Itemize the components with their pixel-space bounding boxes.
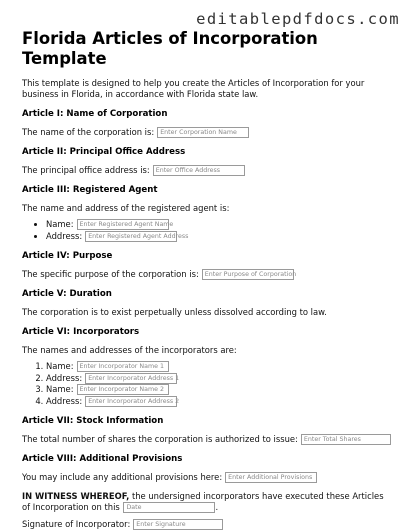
- list-item: [46, 384, 392, 396]
- article-8-line: [22, 472, 392, 483]
- incorporator-1-address-label: Address:: [46, 372, 83, 383]
- incorporator-2-address-label: Address:: [46, 395, 83, 406]
- list-item: [46, 373, 392, 385]
- office-address-field[interactable]: Enter Office Address: [153, 165, 245, 176]
- article-4-heading: Article IV: Purpose: [22, 251, 113, 261]
- agent-address-label: Address:: [46, 230, 83, 241]
- intro-paragraph: This template is designed to help you create the Articles of Incorporation for your business in Florida, in accordance with Florida state law.: [22, 78, 365, 99]
- article-1-heading: Article I: Name of Corporation: [22, 109, 168, 119]
- corporation-name-field[interactable]: Enter Corporation Name: [157, 127, 249, 138]
- article-8-section: [22, 454, 392, 483]
- list-item: [46, 396, 392, 408]
- article-2-line: [22, 165, 392, 176]
- incorporator-2-name-label: Name:: [46, 384, 74, 394]
- incorporators-list: [22, 361, 392, 407]
- date-field[interactable]: Date: [123, 502, 215, 513]
- agent-name-label: Name:: [46, 219, 74, 229]
- witness-text: the undersigned incorporators have executed these Articles of Incorporation on this: [22, 491, 384, 512]
- list-item: [46, 361, 392, 373]
- article-6-section: [22, 327, 392, 407]
- article-6-text: The names and addresses of the incorporators are:: [22, 345, 237, 355]
- incorporator-1-name-field[interactable]: Enter Incorporator Name 1: [77, 361, 169, 372]
- site-watermark: editablepdfdocs.com: [196, 10, 400, 28]
- signature-line: [22, 519, 392, 530]
- article-3-section: [22, 185, 392, 242]
- signature-field[interactable]: Enter Signature: [133, 519, 223, 530]
- article-1-line: [22, 127, 392, 138]
- total-shares-field[interactable]: Enter Total Shares: [301, 434, 391, 445]
- article-7-text: The total number of shares the corporation is authorized to issue:: [22, 434, 298, 444]
- additional-provisions-field[interactable]: Enter Additional Provisions: [225, 472, 317, 483]
- article-3-heading: Article III: Registered Agent: [22, 185, 158, 195]
- article-8-heading: Article VIII: Additional Provisions: [22, 454, 183, 464]
- agent-address-field[interactable]: Enter Registered Agent Address: [85, 231, 177, 242]
- purpose-field[interactable]: Enter Purpose of Corporation: [202, 269, 294, 280]
- article-1-section: [22, 109, 392, 138]
- witness-period: .: [215, 502, 219, 512]
- article-2-section: [22, 147, 392, 176]
- agent-name-field[interactable]: Enter Registered Agent Name: [77, 219, 169, 230]
- article-6-heading: Article VI: Incorporators: [22, 327, 140, 337]
- incorporator-1-address-field[interactable]: Enter Incorporator Address 1: [85, 373, 177, 384]
- article-6-line: [22, 345, 392, 356]
- article-4-section: [22, 251, 392, 280]
- article-5-line: [22, 307, 392, 318]
- signature-text: Signature of Incorporator:: [22, 519, 131, 529]
- incorporator-2-address-field[interactable]: Enter Incorporator Address 2: [85, 396, 177, 407]
- article-4-line: [22, 269, 392, 280]
- article-8-text: You may include any additional provisions here:: [22, 472, 223, 482]
- witness-bold-text: IN WITNESS WHEREOF,: [22, 491, 130, 501]
- list-item: [46, 219, 392, 231]
- article-3-text: The name and address of the registered agent is:: [22, 203, 230, 213]
- article-7-line: [22, 434, 392, 445]
- incorporator-1-name-label: Name:: [46, 361, 74, 371]
- page-title: Florida Articles of Incorporation Template: [22, 29, 318, 68]
- registered-agent-list: [22, 219, 392, 242]
- article-5-text: The corporation is to exist perpetually unless dissolved according to law.: [22, 307, 327, 317]
- article-2-heading: Article II: Principal Office Address: [22, 147, 186, 157]
- article-5-section: [22, 289, 392, 318]
- article-7-section: [22, 416, 392, 445]
- article-2-text: The principal office address is:: [22, 165, 150, 175]
- incorporator-2-name-field[interactable]: Enter Incorporator Name 2: [77, 384, 169, 395]
- article-5-heading: Article V: Duration: [22, 289, 112, 299]
- article-7-heading: Article VII: Stock Information: [22, 416, 164, 426]
- document-page: [22, 29, 392, 530]
- list-item: [46, 231, 392, 243]
- article-4-text: The specific purpose of the corporation is:: [22, 269, 199, 279]
- article-3-line: [22, 203, 392, 214]
- witness-paragraph: [22, 491, 392, 513]
- article-1-text: The name of the corporation is:: [22, 127, 155, 137]
